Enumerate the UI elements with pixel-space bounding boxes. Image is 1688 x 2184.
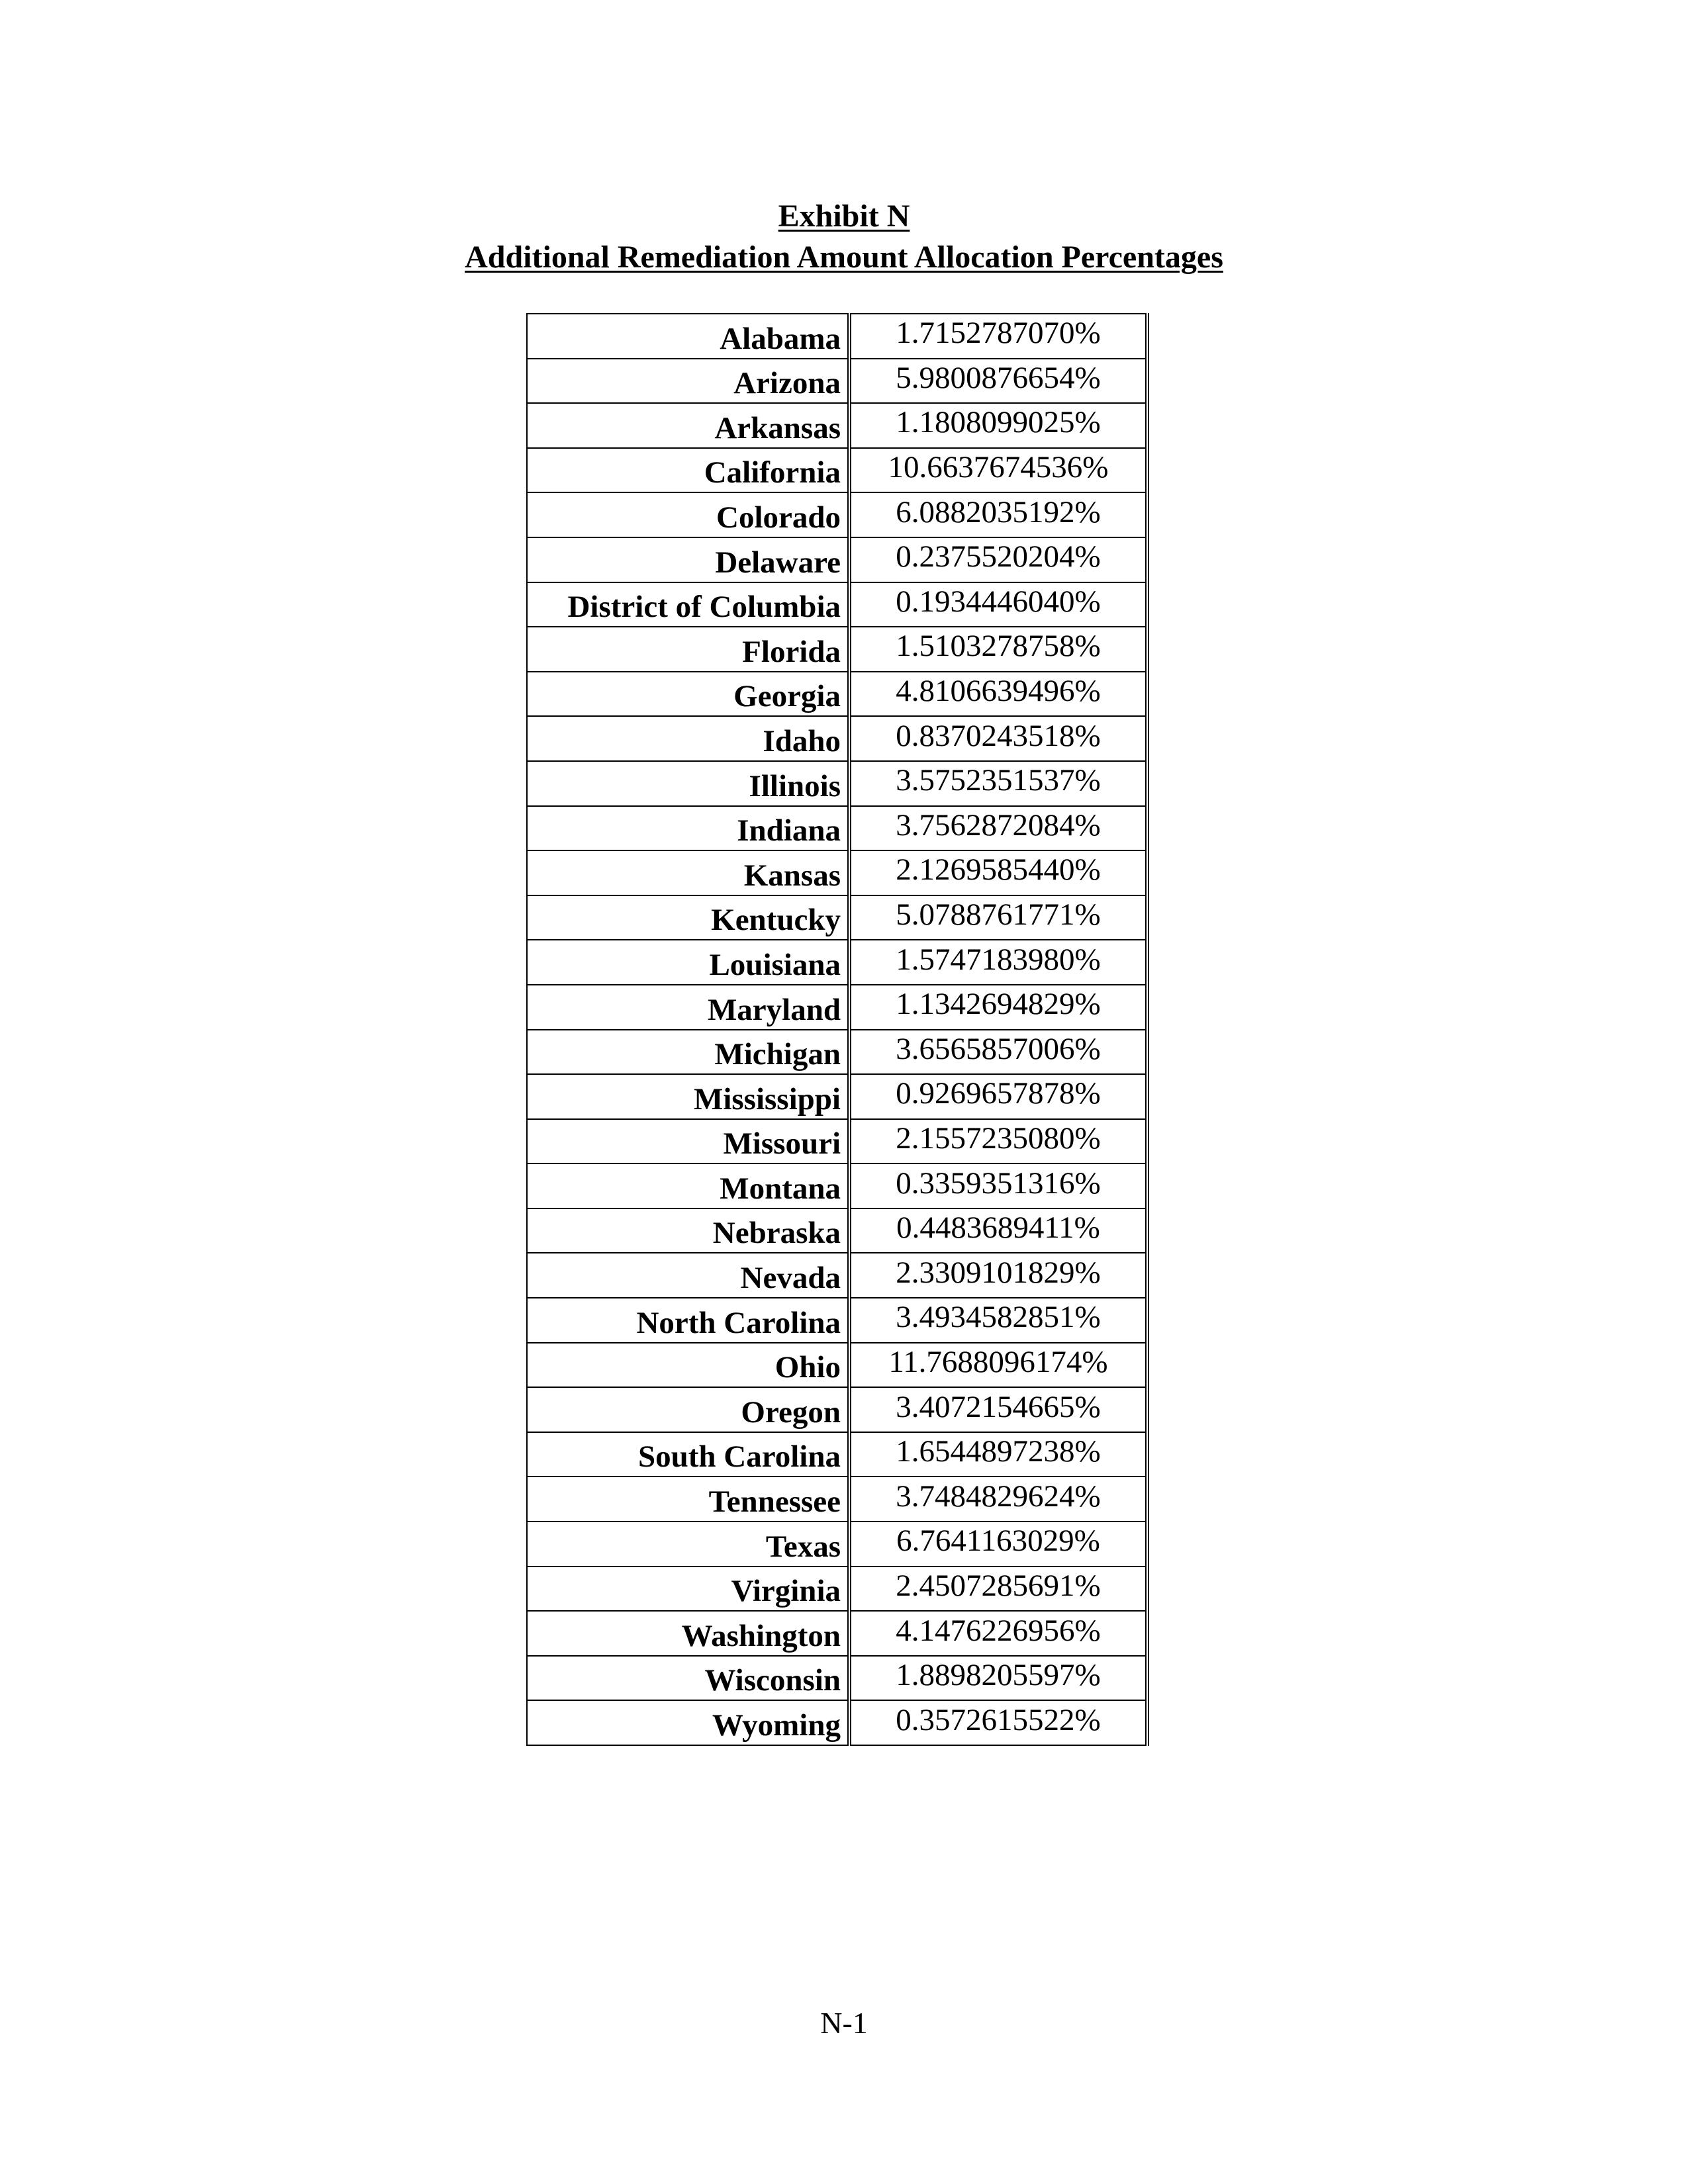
state-name-cell: Texas xyxy=(527,1522,849,1567)
allocation-percentage-cell: 2.1557235080% xyxy=(849,1119,1147,1164)
allocation-percentage-cell: 0.4483689411% xyxy=(849,1208,1147,1253)
allocation-percentage-cell: 1.5103278758% xyxy=(849,627,1147,672)
table-row xyxy=(527,1298,1147,1343)
table-row xyxy=(527,492,1147,537)
state-name-cell: Indiana xyxy=(527,806,849,851)
table-row xyxy=(527,627,1147,672)
allocation-percentage-cell: 0.3572615522% xyxy=(849,1700,1147,1745)
exhibit-title: Exhibit N xyxy=(778,199,910,234)
allocation-percentage-cell: 1.6544897238% xyxy=(849,1432,1147,1477)
state-name-cell: Arkansas xyxy=(527,403,849,448)
allocation-percentage-cell: 3.4934582851% xyxy=(849,1298,1147,1343)
table-row xyxy=(527,850,1147,895)
table-row xyxy=(527,1343,1147,1388)
table-row xyxy=(527,716,1147,761)
allocation-percentage-cell: 2.4507285691% xyxy=(849,1567,1147,1612)
table-row xyxy=(527,985,1147,1030)
table-row xyxy=(527,1030,1147,1075)
state-name-cell: Louisiana xyxy=(527,940,849,985)
allocation-percentage-cell: 3.4072154665% xyxy=(849,1387,1147,1432)
state-name-cell: Mississippi xyxy=(527,1074,849,1119)
state-name-cell: South Carolina xyxy=(527,1432,849,1477)
table-row xyxy=(527,1477,1147,1522)
allocation-percentage-cell: 0.1934446040% xyxy=(849,582,1147,627)
table-row xyxy=(527,1432,1147,1477)
state-name-cell: Delaware xyxy=(527,537,849,582)
allocation-percentage-cell: 2.1269585440% xyxy=(849,850,1147,895)
state-name-cell: Kentucky xyxy=(527,895,849,940)
state-name-cell: Virginia xyxy=(527,1567,849,1612)
allocation-percentage-cell: 6.0882035192% xyxy=(849,492,1147,537)
allocation-percentage-cell: 10.6637674536% xyxy=(849,448,1147,493)
allocation-percentage-cell: 0.8370243518% xyxy=(849,716,1147,761)
allocation-percentage-cell: 1.1342694829% xyxy=(849,985,1147,1030)
state-name-cell: Kansas xyxy=(527,850,849,895)
table-row xyxy=(527,1208,1147,1253)
allocation-percentage-cell: 4.1476226956% xyxy=(849,1611,1147,1656)
allocation-percentage-cell: 11.7688096174% xyxy=(849,1343,1147,1388)
table-row xyxy=(527,1522,1147,1567)
state-name-cell: Idaho xyxy=(527,716,849,761)
table-row xyxy=(527,314,1147,359)
state-name-cell: Wisconsin xyxy=(527,1656,849,1701)
allocation-percentage-cell: 3.6565857006% xyxy=(849,1030,1147,1075)
allocation-percentage-cell: 5.9800876654% xyxy=(849,359,1147,404)
allocation-percentage-cell: 0.9269657878% xyxy=(849,1074,1147,1119)
state-name-cell: Ohio xyxy=(527,1343,849,1388)
table-row xyxy=(527,359,1147,404)
state-name-cell: Nebraska xyxy=(527,1208,849,1253)
state-name-cell: Tennessee xyxy=(527,1477,849,1522)
allocation-percentage-cell: 1.1808099025% xyxy=(849,403,1147,448)
state-name-cell: Illinois xyxy=(527,761,849,806)
state-name-cell: California xyxy=(527,448,849,493)
allocation-percentage-cell: 6.7641163029% xyxy=(849,1522,1147,1567)
table-row xyxy=(527,537,1147,582)
state-name-cell: Wyoming xyxy=(527,1700,849,1745)
allocation-percentage-cell: 3.7562872084% xyxy=(849,806,1147,851)
allocation-percentage-cell: 0.3359351316% xyxy=(849,1163,1147,1208)
table-row xyxy=(527,1119,1147,1164)
exhibit-subtitle: Additional Remediation Amount Allocation Percentages xyxy=(465,240,1223,275)
state-name-cell: Montana xyxy=(527,1163,849,1208)
page-number: N-1 xyxy=(820,2006,868,2040)
allocation-percentage-cell: 1.8898205597% xyxy=(849,1656,1147,1701)
allocation-percentage-cell: 3.5752351537% xyxy=(849,761,1147,806)
state-name-cell: Michigan xyxy=(527,1030,849,1075)
table-row xyxy=(527,1387,1147,1432)
state-name-cell: Washington xyxy=(527,1611,849,1656)
table-row xyxy=(527,895,1147,940)
state-name-cell: Missouri xyxy=(527,1119,849,1164)
allocation-percentage-cell: 2.3309101829% xyxy=(849,1253,1147,1298)
state-name-cell: Nevada xyxy=(527,1253,849,1298)
table-row xyxy=(527,1253,1147,1298)
state-name-cell: Florida xyxy=(527,627,849,672)
table-row xyxy=(527,1700,1147,1745)
state-name-cell: Georgia xyxy=(527,672,849,717)
allocation-percentage-cell: 1.7152787070% xyxy=(849,314,1147,359)
table-row xyxy=(527,1656,1147,1701)
table-row xyxy=(527,806,1147,851)
allocation-percentage-cell: 4.8106639496% xyxy=(849,672,1147,717)
document-header xyxy=(0,196,1688,278)
allocation-table xyxy=(526,313,1149,1746)
table-row xyxy=(527,582,1147,627)
table-row xyxy=(527,1567,1147,1612)
allocation-table-body xyxy=(527,314,1147,1745)
table-row xyxy=(527,448,1147,493)
state-name-cell: District of Columbia xyxy=(527,582,849,627)
allocation-percentage-cell: 3.7484829624% xyxy=(849,1477,1147,1522)
state-name-cell: North Carolina xyxy=(527,1298,849,1343)
allocation-percentage-cell: 0.2375520204% xyxy=(849,537,1147,582)
state-name-cell: Alabama xyxy=(527,314,849,359)
table-row xyxy=(527,1611,1147,1656)
state-name-cell: Colorado xyxy=(527,492,849,537)
table-row xyxy=(527,940,1147,985)
allocation-percentage-cell: 5.0788761771% xyxy=(849,895,1147,940)
state-name-cell: Maryland xyxy=(527,985,849,1030)
table-row xyxy=(527,1074,1147,1119)
table-row xyxy=(527,761,1147,806)
table-row xyxy=(527,1163,1147,1208)
table-row xyxy=(527,403,1147,448)
allocation-percentage-cell: 1.5747183980% xyxy=(849,940,1147,985)
state-name-cell: Arizona xyxy=(527,359,849,404)
table-row xyxy=(527,672,1147,717)
state-name-cell: Oregon xyxy=(527,1387,849,1432)
